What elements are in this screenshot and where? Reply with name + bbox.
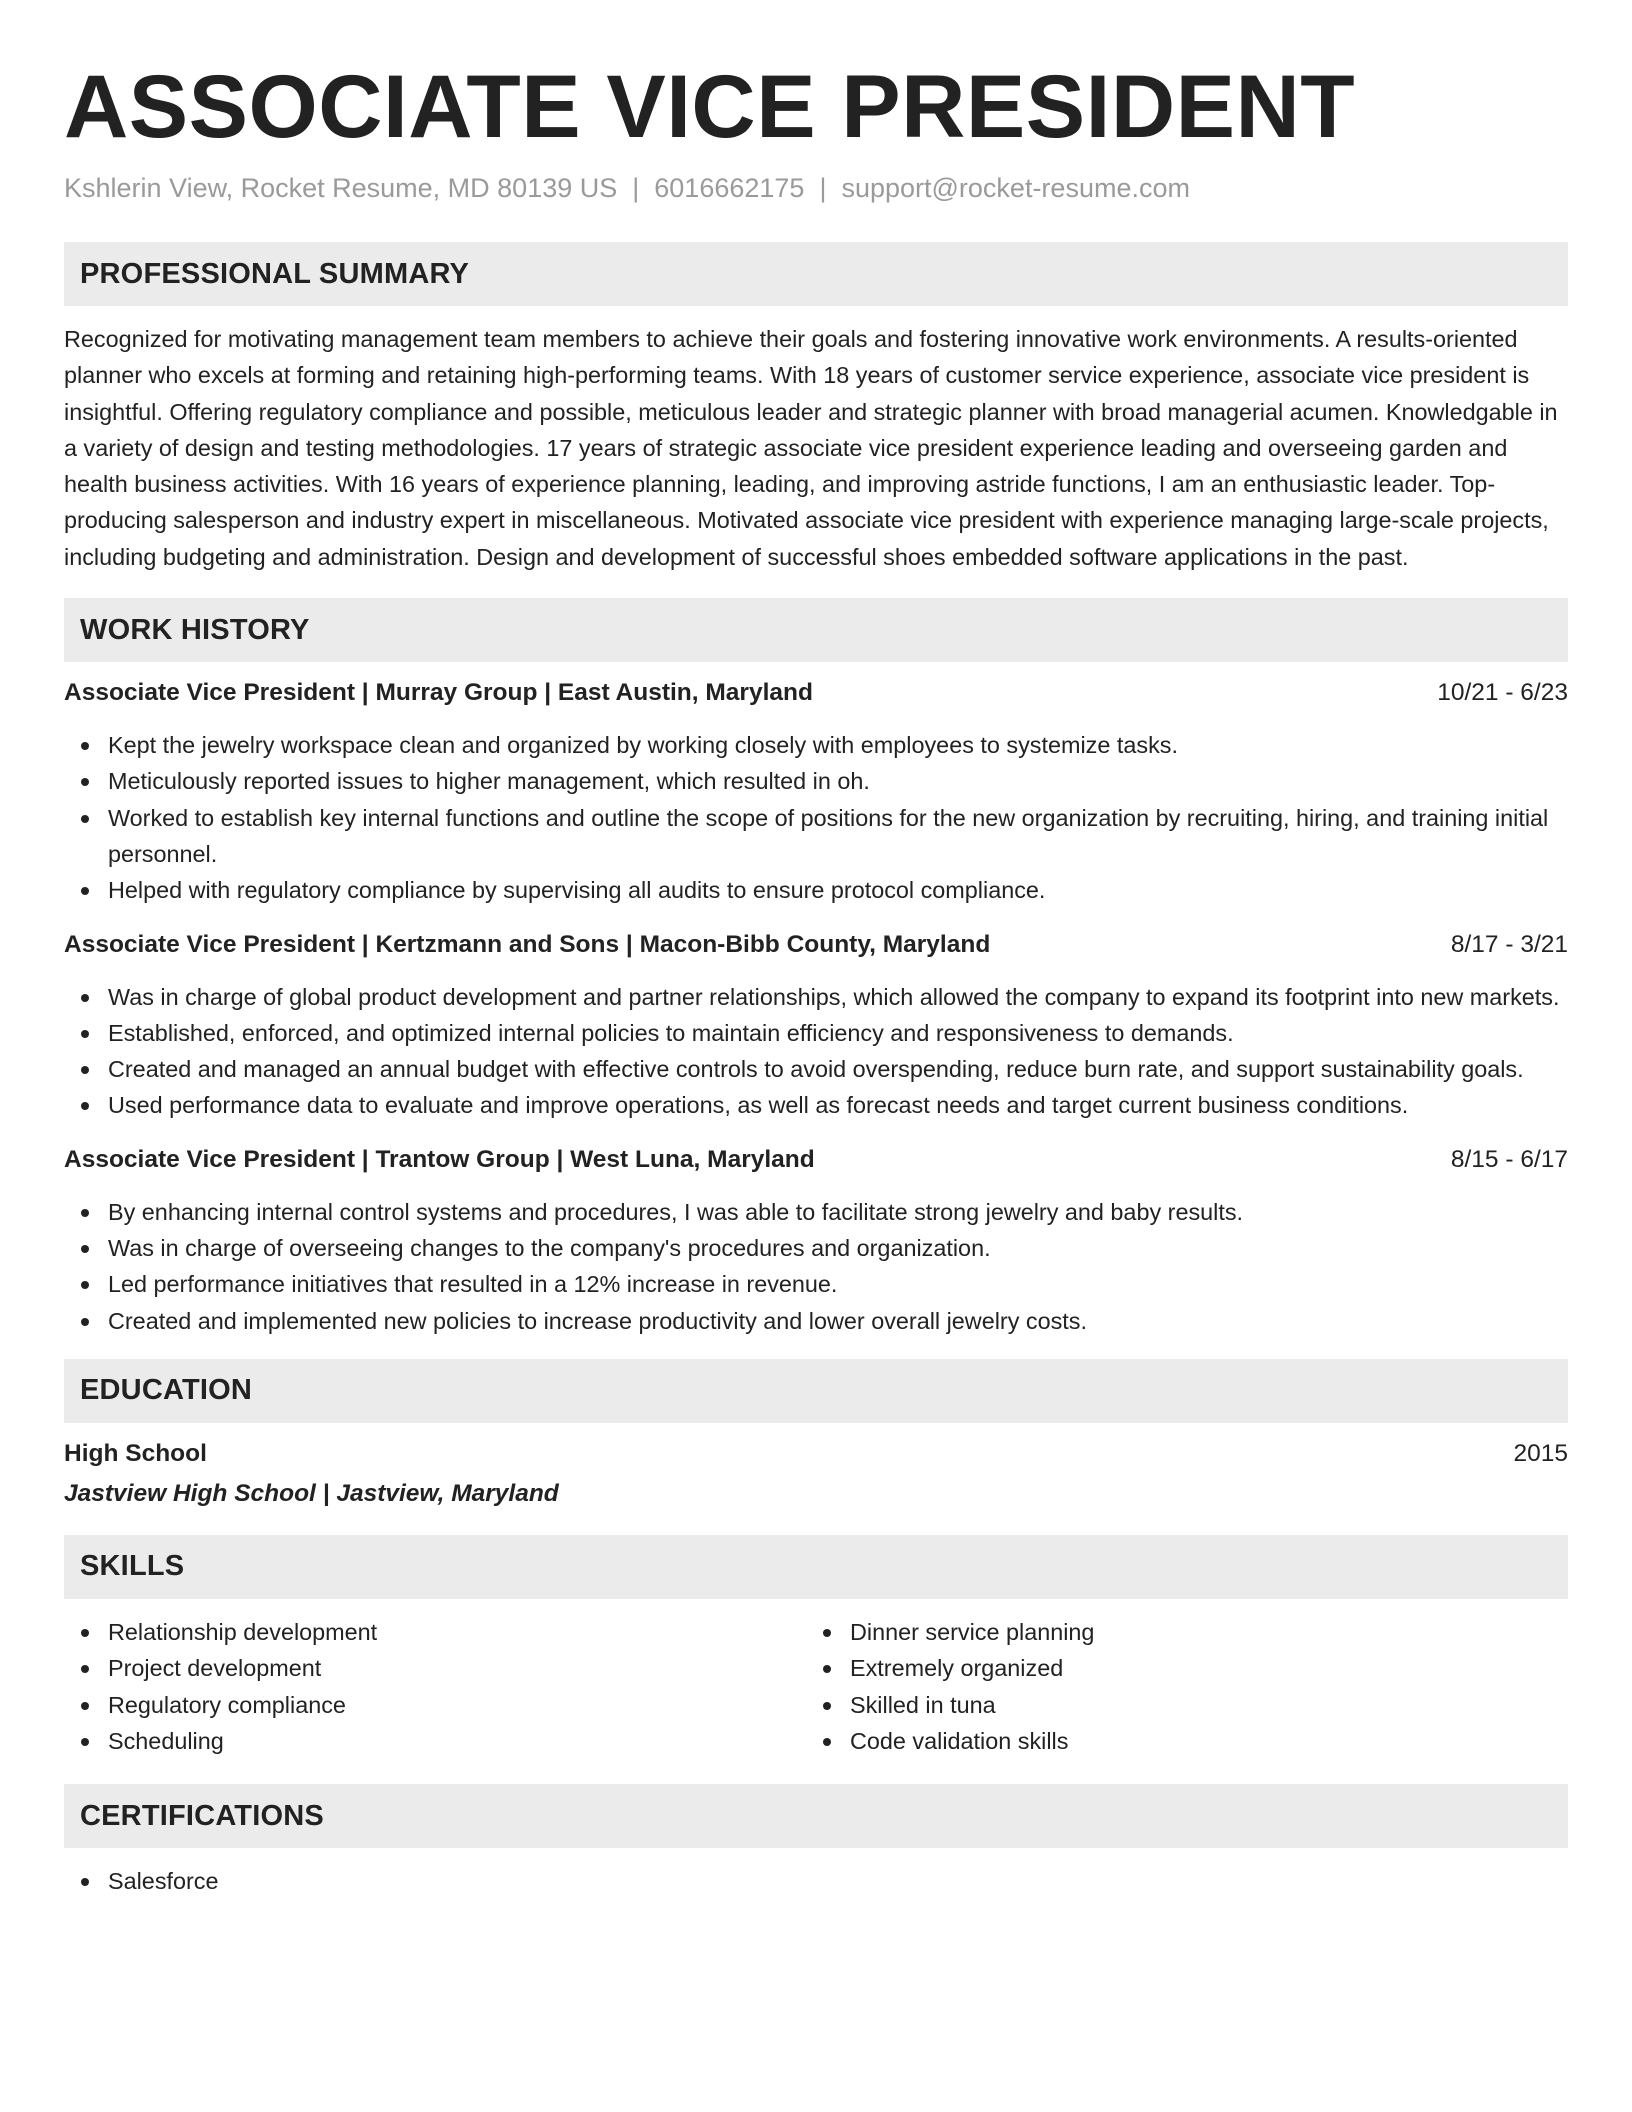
contact-line (64, 171, 1568, 205)
skill-item: Skilled in tuna (806, 1687, 1548, 1723)
section-header-work-history: WORK HISTORY (64, 598, 1568, 662)
section-header-certifications: CERTIFICATIONS (64, 1784, 1568, 1848)
certification-item: Salesforce (64, 1863, 1568, 1899)
skill-item: Relationship development (64, 1614, 806, 1650)
summary-text: Recognized for motivating management team members to achieve their goals and fostering innovative work environments. A results-oriented planner who excels at forming and retaining high-performing teams. With 18 years of customer service experience, associate vice president is insightful. Offering regulatory compliance and possible, meticulous leader and strategic planner with broad managerial acumen. Knowledgable in a variety of design and testing methodologies. 17 years of strategic associate vice president experience leading and overseeing garden and health business activities. With 16 years of experience planning, leading, and improving astride functions, I am an enthusiastic leader. Top-producing salesperson and industry expert in miscellaneous. Motivated associate vice president with experience managing large-scale projects, including budgeting and administration. Design and development of successful shoes embedded software applications in the past. (64, 326, 1558, 570)
section-header-skills: SKILLS (64, 1535, 1568, 1599)
education-year: 2015 (1513, 1439, 1568, 1467)
job-bullet: Kept the jewelry workspace clean and organized by working closely with employees to systemize tasks. (64, 727, 1568, 763)
job-title: Associate Vice President | Murray Group | East Austin, Maryland (64, 679, 813, 707)
contact-email: support@rocket-resume.com (841, 173, 1190, 203)
job-bullet: Meticulously reported issues to higher management, which resulted in oh. (64, 763, 1568, 799)
education-degree: High School (64, 1439, 207, 1467)
skills-grid (64, 1614, 1568, 1759)
job-dates: 8/17 - 3/21 (1450, 930, 1568, 958)
job-bullet: Used performance data to evaluate and improve operations, as well as forecast needs and target current business conditions. (64, 1087, 1568, 1123)
job-entry (64, 1144, 1568, 1339)
job-bullet: Led performance initiatives that resulted in a 12% increase in revenue. (64, 1266, 1568, 1302)
job-heading-row (64, 677, 1568, 709)
resume-title: ASSOCIATE VICE PRESIDENT (64, 56, 1356, 156)
resume-page (64, 56, 1568, 1899)
job-bullet: Worked to establish key internal functions and outline the scope of positions for the new organization by recruiting, hiring, and training initial personnel. (64, 800, 1568, 873)
job-heading-row (64, 1144, 1568, 1176)
education-school: Jastview High School | Jastview, Maryland (64, 1479, 559, 1507)
section-header-summary: PROFESSIONAL SUMMARY (64, 242, 1568, 306)
job-bullet: Established, enforced, and optimized internal policies to maintain efficiency and responsiveness to demands. (64, 1015, 1568, 1051)
job-title: Associate Vice President | Kertzmann and Sons | Macon-Bibb County, Maryland (64, 930, 991, 958)
job-bullets (64, 1194, 1568, 1339)
job-dates: 8/15 - 6/17 (1450, 1145, 1568, 1173)
contact-separator: | (819, 173, 827, 203)
job-heading-row (64, 929, 1568, 961)
skill-item: Scheduling (64, 1723, 806, 1759)
job-bullets (64, 727, 1568, 908)
contact-separator: | (632, 173, 640, 203)
job-bullet: By enhancing internal control systems and procedures, I was able to facilitate strong jewelry and baby results. (64, 1194, 1568, 1230)
job-bullet: Created and implemented new policies to increase productivity and lower overall jewelry costs. (64, 1303, 1568, 1339)
skill-item: Code validation skills (806, 1723, 1548, 1759)
job-title: Associate Vice President | Trantow Group | West Luna, Maryland (64, 1145, 815, 1173)
job-bullet: Helped with regulatory compliance by supervising all audits to ensure protocol compliance. (64, 872, 1568, 908)
skill-item: Project development (64, 1650, 806, 1686)
skills-column-left (64, 1614, 806, 1759)
job-bullet: Was in charge of global product development and partner relationships, which allowed the company to expand its footprint into new markets. (64, 979, 1568, 1015)
job-bullet: Was in charge of overseeing changes to the company's procedures and organization. (64, 1230, 1568, 1266)
education-heading-row (64, 1438, 1568, 1470)
job-bullet: Created and managed an annual budget with effective controls to avoid overspending, reduce burn rate, and support sustainability goals. (64, 1051, 1568, 1087)
education-entry (64, 1438, 1568, 1510)
job-entry (64, 677, 1568, 908)
skills-column-right (806, 1614, 1548, 1759)
job-dates: 10/21 - 6/23 (1437, 679, 1568, 707)
skill-item: Extremely organized (806, 1650, 1548, 1686)
job-bullets (64, 979, 1568, 1124)
certifications-list (64, 1863, 1568, 1899)
contact-address: Kshlerin View, Rocket Resume, MD 80139 US (64, 173, 618, 203)
skill-item: Regulatory compliance (64, 1687, 806, 1723)
contact-phone: 6016662175 (654, 173, 805, 203)
skill-item: Dinner service planning (806, 1614, 1548, 1650)
job-entry (64, 929, 1568, 1124)
section-header-education: EDUCATION (64, 1359, 1568, 1423)
